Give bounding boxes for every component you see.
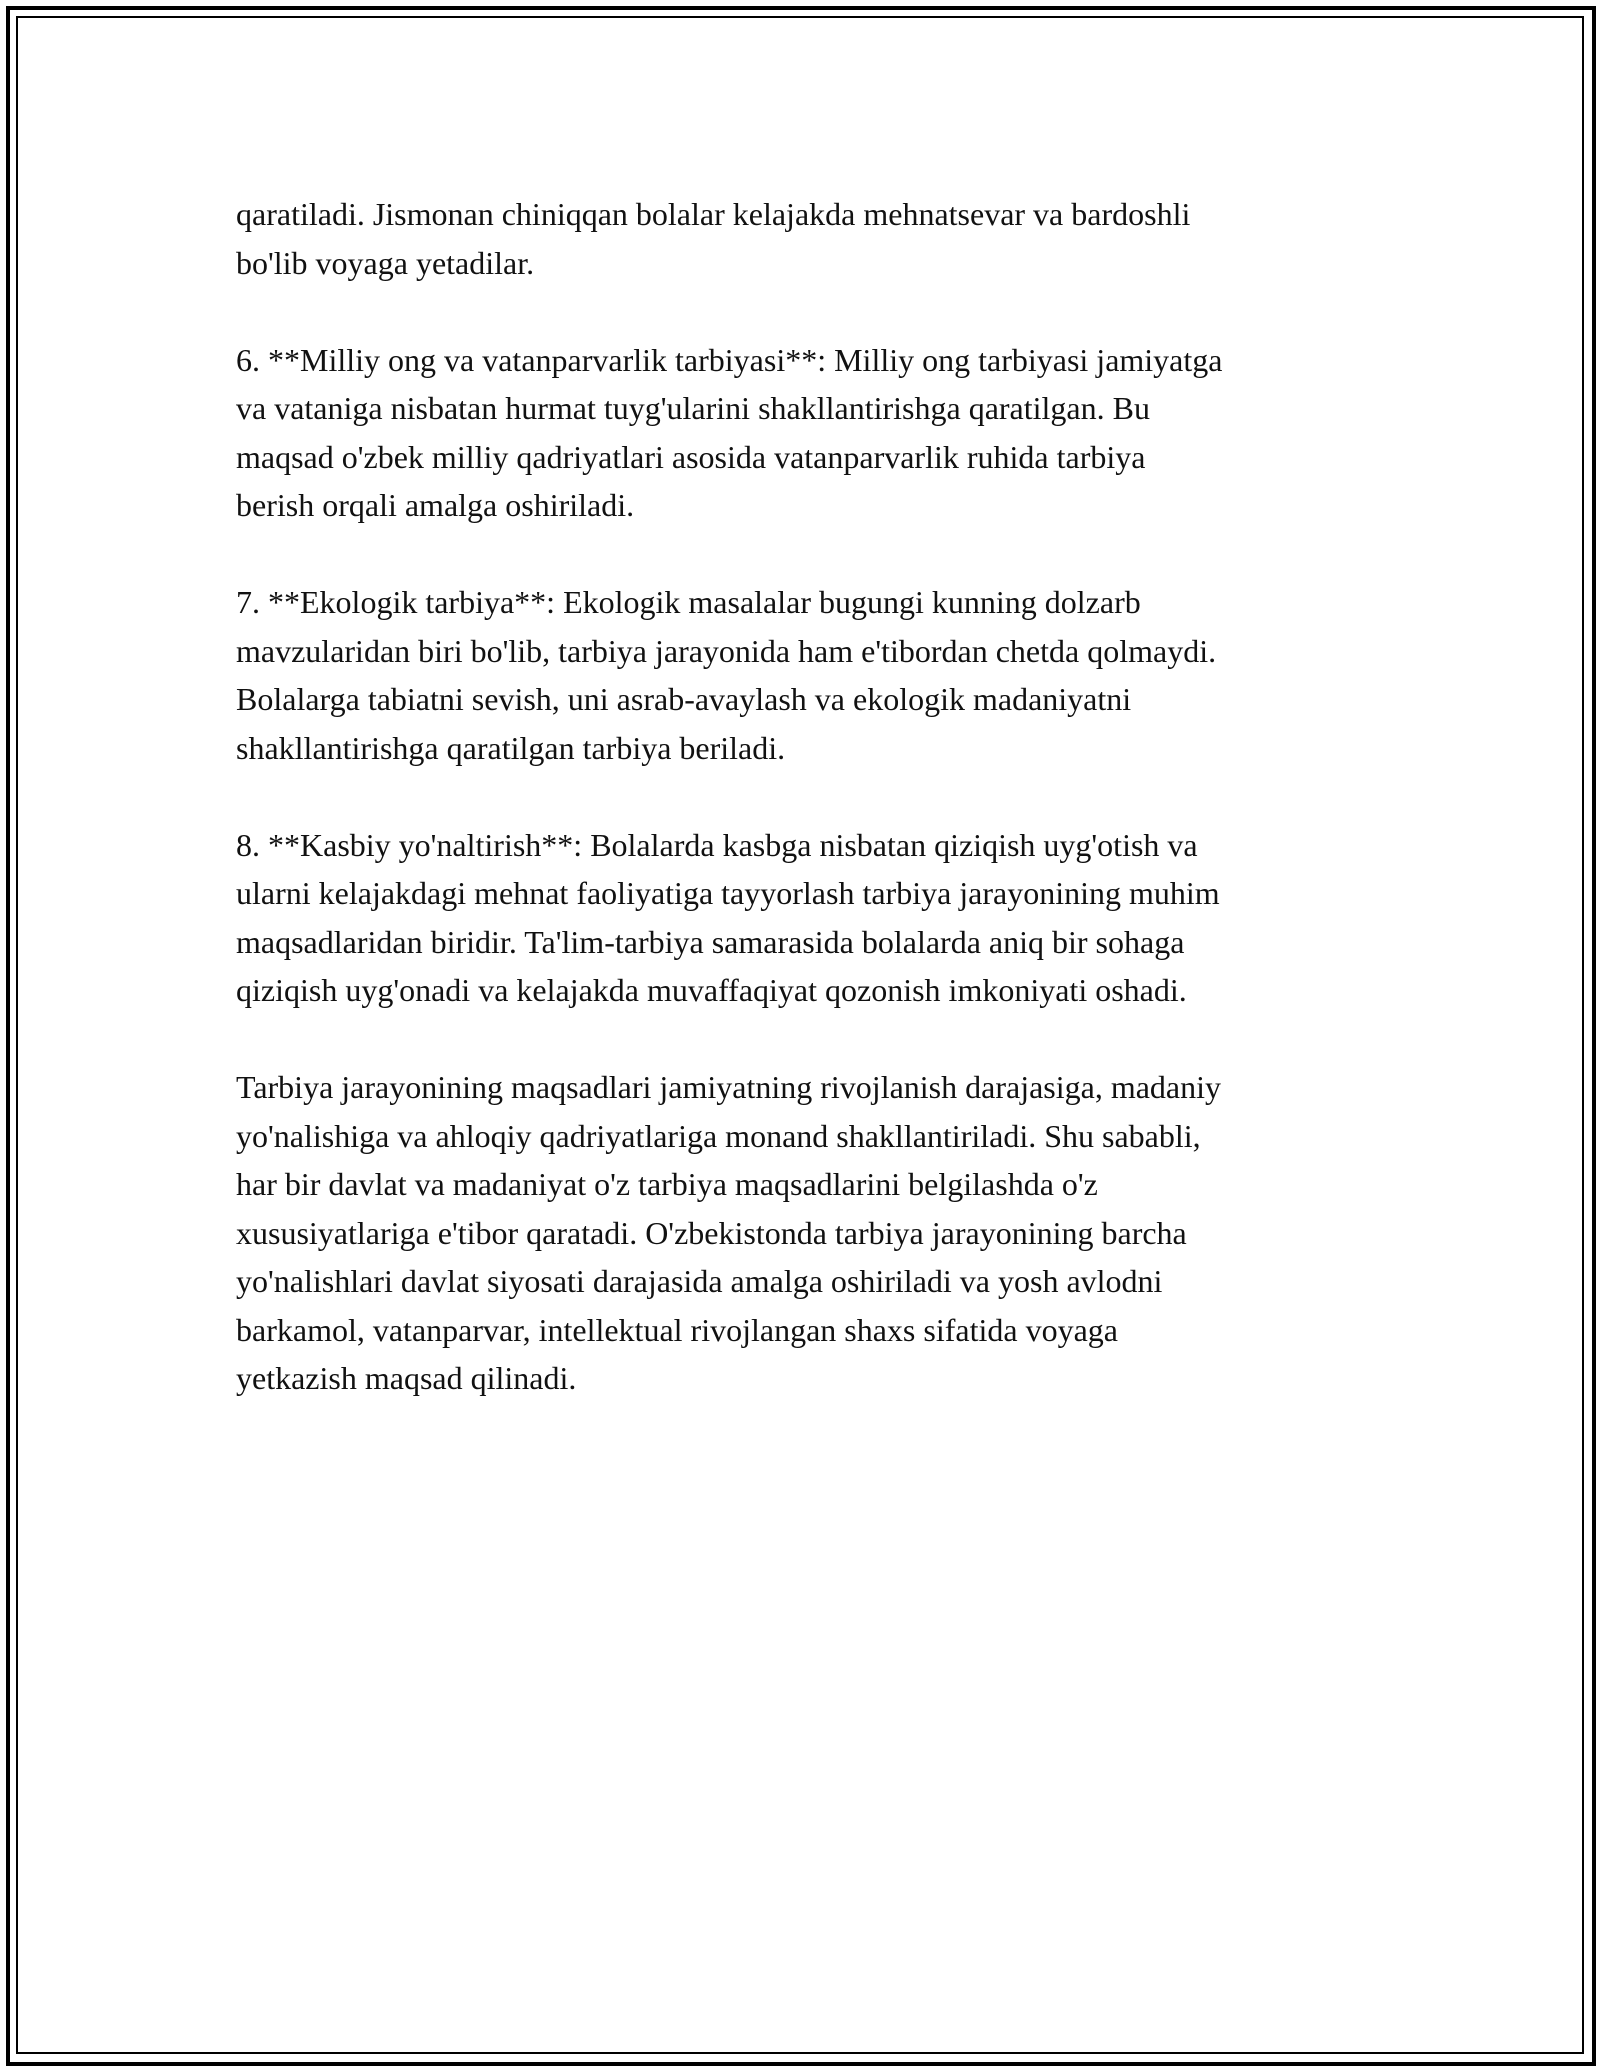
document-body (236, 190, 1386, 1451)
paragraph-physical-education-end (236, 190, 1386, 287)
paragraph-ecological-education (236, 578, 1386, 772)
text-line: yo'nalishlari davlat siyosati darajasida amalga oshiriladi va yosh avlodni (236, 1263, 1163, 1299)
text-line: yo'nalishiga va ahloqiy qadriyatlariga monand shakllantiriladi. Shu sababli, (236, 1117, 1201, 1154)
paragraph-conclusion (236, 1063, 1386, 1403)
text-line: mavzularidan biri bo'lib, tarbiya jarayonida ham e'tibordan chetda qolmaydi. (236, 632, 1217, 669)
text-line: qaratiladi. Jismonan chiniqqan bolalar kelajakda mehnatsevar va bardoshli (236, 196, 1191, 232)
text-line: har bir davlat va madaniyat o'z tarbiya maqsadlarini belgilashda o'z (236, 1166, 1098, 1202)
text-line: 8. **Kasbiy yo'naltirish**: Bolalarda kasbga nisbatan qiziqish uyg'otish va (236, 826, 1198, 863)
text-line: maqsad o'zbek milliy qadriyatlari asosida vatanparvarlik ruhida tarbiya (236, 438, 1146, 475)
text-line: barkamol, vatanparvar, intellektual rivojlangan shaxs sifatida voyaga (236, 1311, 1118, 1348)
text-line: Tarbiya jarayonining maqsadlari jamiyatning rivojlanish darajasiga, madaniy (236, 1069, 1222, 1105)
text-line: yetkazish maqsad qilinadi. (236, 1360, 577, 1396)
text-line: 6. **Milliy ong va vatanparvarlik tarbiyasi**: Milliy ong tarbiyasi jamiyatga (236, 341, 1223, 378)
text-line: ularni kelajakdagi mehnat faoliyatiga tayyorlash tarbiya jarayonining muhim (236, 875, 1220, 911)
text-line: bo'lib voyaga yetadilar. (236, 244, 535, 281)
text-line: Bolalarga tabiatni sevish, uni asrab-avaylash va ekologik madaniyatni (236, 681, 1132, 717)
text-line: qiziqish uyg'onadi va kelajakda muvaffaqiyat qozonish imkoniyati oshadi. (236, 972, 1187, 1008)
text-line: shakllantirishga qaratilgan tarbiya beriladi. (236, 729, 786, 766)
paragraph-career-orientation (236, 821, 1386, 1015)
text-line: xususiyatlariga e'tibor qaratadi. O'zbekistonda tarbiya jarayonining barcha (236, 1214, 1187, 1251)
text-line: va vataniga nisbatan hurmat tuyg'ularini shakllantirishga qaratilgan. Bu (236, 390, 1150, 426)
text-line: berish orqali amalga oshiriladi. (236, 487, 635, 523)
paragraph-national-consciousness (236, 336, 1386, 530)
text-line: maqsadlaridan biridir. Ta'lim-tarbiya samarasida bolalarda aniq bir sohaga (236, 923, 1185, 960)
text-line: 7. **Ekologik tarbiya**: Ekologik masalalar bugungi kunning dolzarb (236, 584, 1141, 620)
